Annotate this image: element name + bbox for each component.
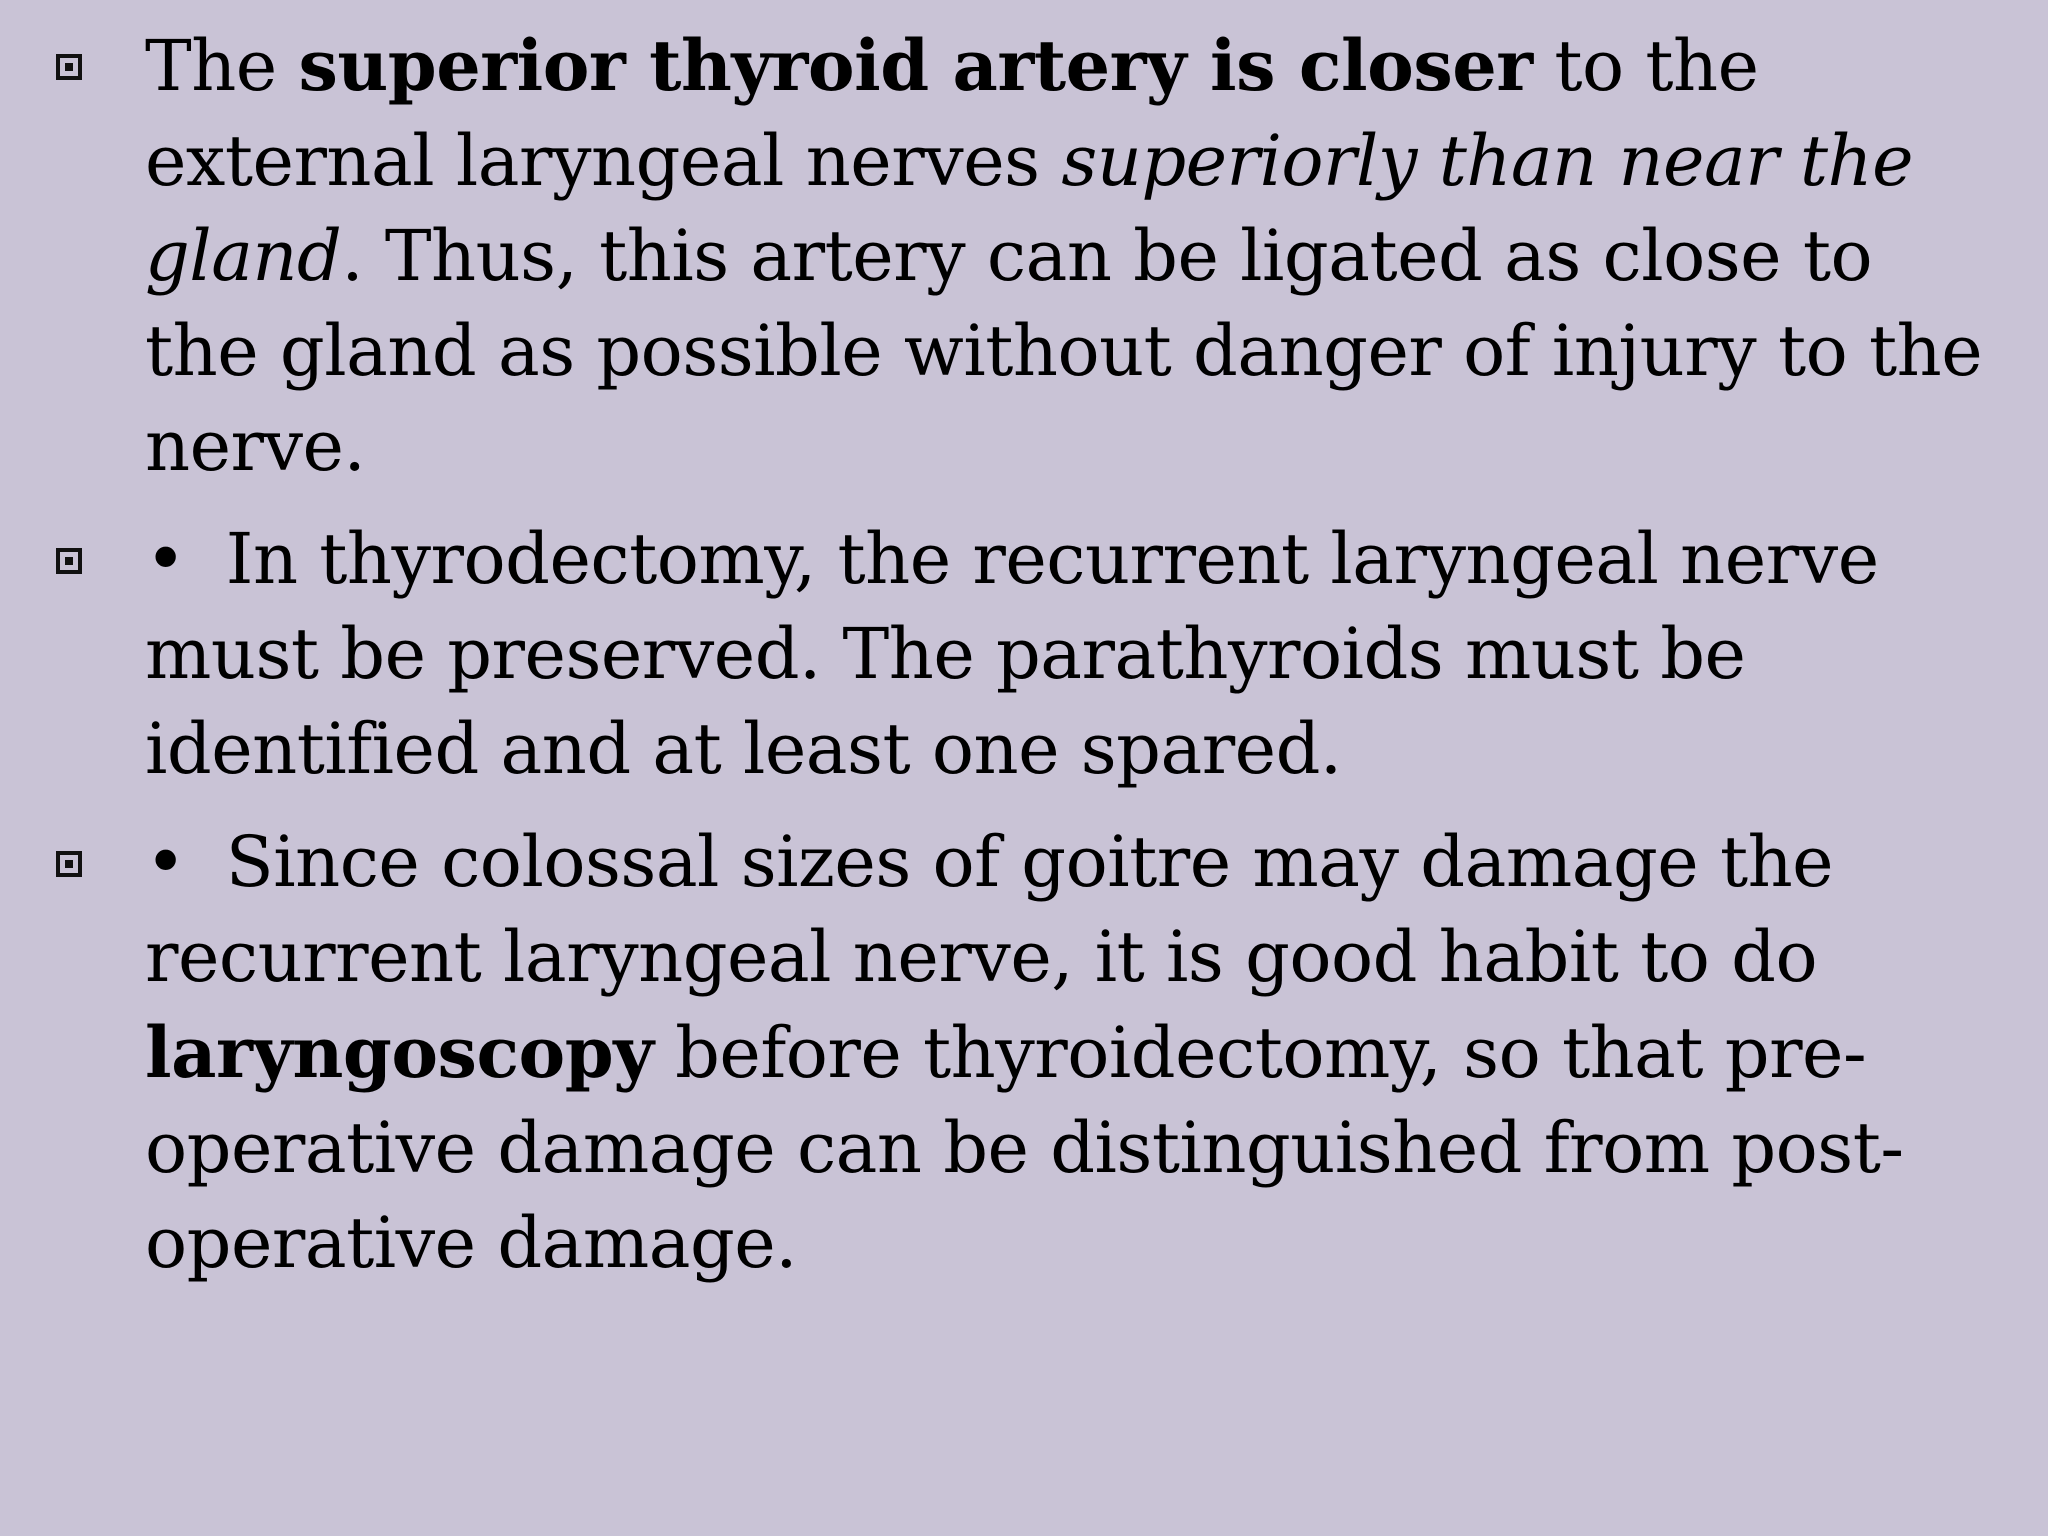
bullet-3-text-1: Since colossal sizes of goitre may damage the recurrent laryngeal nerve, it is good habit to do	[145, 821, 1834, 998]
bullet-1-text-2: to the external laryngeal nerves	[145, 25, 1759, 202]
bullet-1-text-1: The	[145, 25, 299, 107]
bullet-2-text-1: In thyrodectomy, the recurrent laryngeal nerve must be preserved. The parathyroids must be identified and at least one spared.	[145, 518, 1879, 790]
bullet-item-laryngoscopy	[0, 815, 1988, 1291]
bullet-item-superior-thyroid-artery	[0, 18, 1988, 494]
boxed-square-bullet-icon	[56, 548, 82, 574]
bullet-1-italic-text: superiorly than near the gland	[145, 120, 1914, 297]
bullet-2-dot: •	[145, 518, 186, 600]
bullet-item-recurrent-laryngeal-nerve	[0, 512, 1988, 797]
bullet-3-dot: •	[145, 821, 186, 903]
bullet-3-text-2: before thyroidectomy, so that pre-operative damage can be distinguished from post-operative damage.	[145, 1012, 1904, 1284]
boxed-square-bullet-icon	[56, 54, 82, 80]
bullet-1-text-3: . Thus, this artery can be ligated as close to the gland as possible without danger of injury to the nerve.	[145, 215, 1983, 487]
bullet-3-bold-text: laryngoscopy	[145, 1011, 654, 1094]
boxed-square-bullet-icon	[56, 851, 82, 877]
bullet-1-bold-text: superior thyroid artery is closer	[298, 24, 1533, 107]
bullet-list	[0, 18, 1988, 1291]
